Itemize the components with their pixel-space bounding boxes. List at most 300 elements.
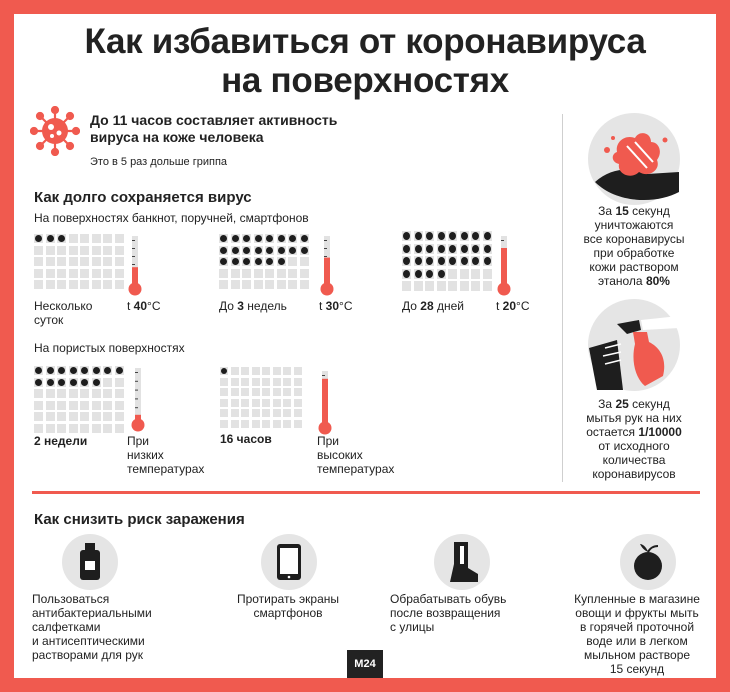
grid-cell — [277, 280, 286, 289]
temperature-prefix: t — [496, 299, 503, 313]
virus-dot — [57, 234, 66, 243]
grid-cell — [288, 269, 297, 278]
intro-sub: Это в 5 раз дольше гриппа — [90, 156, 228, 168]
grid-cell — [294, 409, 302, 417]
thermometer-icon — [130, 366, 146, 432]
grid-cell — [34, 401, 43, 410]
ethanol-text: За 15 секунд уничтожаются все коронавирусы при обработке кожи раствором этанола 80% — [583, 204, 685, 288]
duration-label — [34, 299, 92, 327]
virus-dot — [471, 256, 480, 266]
virus-dot — [265, 257, 274, 266]
temperature-label — [319, 299, 353, 313]
thermometer-icon — [317, 369, 333, 435]
grid-cell — [57, 389, 66, 398]
duration-unit: дней — [433, 299, 464, 313]
grid-cell — [241, 399, 249, 407]
grid-cell — [69, 401, 78, 410]
grid-cell — [46, 269, 55, 278]
grid-cell — [231, 409, 239, 417]
grid-cell — [69, 257, 78, 266]
grid-cell — [483, 269, 492, 279]
virus-dot — [448, 244, 457, 254]
grid-cell — [231, 399, 239, 407]
grid-cell — [252, 399, 260, 407]
virus-dot — [34, 378, 43, 387]
virus-dot — [300, 246, 309, 255]
virus-dot — [414, 269, 423, 279]
duration-label: 16 часов — [220, 432, 272, 446]
grid-cell — [115, 234, 124, 243]
intro-text: До 11 часов составляет активность вируса на коже человека — [90, 112, 338, 145]
grid-cell — [231, 269, 240, 278]
tip-text-3: Обрабатывать обувь после возвращения с улицы — [390, 592, 507, 634]
grid-cell — [262, 367, 270, 375]
grid-cell — [103, 424, 112, 433]
virus-dot — [471, 244, 480, 254]
grid-cell — [115, 401, 124, 410]
grid-cell — [80, 424, 89, 433]
virus-grid-porous-1 — [34, 366, 124, 433]
hand-sanitizing-icon — [587, 112, 681, 206]
smartphone-icon — [261, 534, 317, 590]
grid-cell — [231, 388, 239, 396]
thermometer-tick — [135, 398, 138, 399]
temperature-line: температурах — [127, 462, 205, 476]
thermometer-tick — [324, 248, 327, 249]
grid-cell — [34, 412, 43, 421]
virus-dot — [103, 366, 112, 375]
thermometer-tick — [132, 264, 135, 265]
grid-cell — [252, 388, 260, 396]
horizontal-divider — [32, 491, 700, 494]
thermometer-bulb — [321, 283, 334, 296]
virus-dot — [471, 231, 480, 241]
virus-dot — [437, 244, 446, 254]
virus-dot — [277, 257, 286, 266]
grid-cell — [402, 281, 411, 291]
virus-dot — [437, 256, 446, 266]
grid-cell — [283, 399, 291, 407]
virus-dot — [92, 378, 101, 387]
grid-cell — [283, 409, 291, 417]
virus-dot — [46, 366, 55, 375]
duration-label — [219, 299, 287, 313]
grid-cell — [103, 389, 112, 398]
grid-cell — [471, 269, 480, 279]
virus-dot — [92, 366, 101, 375]
grid-cell — [231, 280, 240, 289]
grid-cell — [34, 424, 43, 433]
virus-dot — [242, 257, 251, 266]
page-title: Как избавиться от коронавируса на поверхностях — [84, 22, 646, 100]
virus-dot — [265, 246, 274, 255]
virus-dot — [402, 256, 411, 266]
grid-cell — [265, 269, 274, 278]
grid-cell — [273, 399, 281, 407]
thermometer-fill — [322, 379, 328, 427]
grid-cell — [34, 257, 43, 266]
grid-cell — [115, 424, 124, 433]
grid-cell — [57, 401, 66, 410]
grid-cell — [46, 389, 55, 398]
grid-cell — [92, 401, 101, 410]
grid-cell — [252, 420, 260, 428]
virus-dot — [277, 234, 286, 243]
grid-cell — [220, 409, 228, 417]
virus-dot — [448, 231, 457, 241]
virus-dot — [57, 366, 66, 375]
virus-dot — [254, 234, 263, 243]
grid-cell — [262, 409, 270, 417]
grid-cell — [288, 257, 297, 266]
grid-cell — [80, 234, 89, 243]
thermometer-fill — [501, 248, 507, 288]
virus-grid-smooth-3 — [402, 231, 492, 291]
grid-cell — [241, 378, 249, 386]
grid-cell — [115, 378, 124, 387]
grid-cell — [103, 246, 112, 255]
grid-cell — [103, 257, 112, 266]
grid-cell — [242, 269, 251, 278]
virus-dot — [80, 366, 89, 375]
grid-cell — [46, 280, 55, 289]
grid-cell — [273, 409, 281, 417]
virus-dot — [231, 234, 240, 243]
grid-cell — [92, 269, 101, 278]
thermometer-bulb — [319, 422, 332, 435]
grid-cell — [46, 246, 55, 255]
grid-cell — [300, 280, 309, 289]
grid-cell — [277, 269, 286, 278]
grid-cell — [252, 378, 260, 386]
virus-dot — [242, 234, 251, 243]
grid-cell — [69, 389, 78, 398]
grid-cell — [57, 412, 66, 421]
virus-dot — [265, 234, 274, 243]
grid-cell — [219, 280, 228, 289]
virus-dot — [448, 256, 457, 266]
grid-cell — [231, 420, 239, 428]
grid-cell — [273, 388, 281, 396]
temperature-line: При — [127, 434, 150, 448]
grid-cell — [80, 401, 89, 410]
grid-cell — [92, 257, 101, 266]
virus-dot — [414, 231, 423, 241]
grid-cell — [294, 388, 302, 396]
grid-cell — [92, 234, 101, 243]
virus-dot — [69, 378, 78, 387]
spray-bottle-icon — [587, 298, 681, 392]
infographic — [14, 14, 716, 678]
thermometer-tick — [132, 248, 135, 249]
grid-cell — [241, 367, 249, 375]
grid-cell — [294, 378, 302, 386]
grid-cell — [57, 269, 66, 278]
temperature-line: низких — [127, 448, 164, 462]
thermometer-tick — [135, 372, 138, 373]
porous-heading: На пористых поверхностях — [34, 341, 185, 355]
virus-grid-porous-2 — [220, 367, 302, 428]
virus-dot — [115, 366, 124, 375]
grid-cell — [231, 367, 239, 375]
virus-dot — [288, 246, 297, 255]
grid-cell — [283, 378, 291, 386]
temperature-value: 20 — [502, 299, 517, 313]
grid-cell — [265, 280, 274, 289]
virus-dot — [219, 246, 228, 255]
thermometer-icon — [496, 234, 512, 296]
grid-cell — [273, 367, 281, 375]
virus-dot — [242, 246, 251, 255]
survival-heading: Как долго сохраняется вирус — [34, 189, 252, 206]
grid-cell — [425, 281, 434, 291]
grid-cell — [231, 378, 239, 386]
virus-dot — [254, 246, 263, 255]
grid-cell — [57, 257, 66, 266]
grid-cell — [46, 401, 55, 410]
grid-cell — [80, 280, 89, 289]
duration-label: 2 недели — [34, 434, 88, 448]
grid-cell — [242, 280, 251, 289]
thermometer-tick — [132, 256, 135, 257]
grid-cell — [103, 280, 112, 289]
grid-cell — [57, 246, 66, 255]
grid-cell — [294, 367, 302, 375]
thermometer-tick — [132, 240, 135, 241]
thermometer-bulb — [129, 283, 142, 296]
grid-cell — [283, 367, 291, 375]
grid-cell — [80, 257, 89, 266]
virus-dot — [219, 234, 228, 243]
virus-dot — [231, 257, 240, 266]
grid-cell — [220, 420, 228, 428]
virus-dot — [300, 234, 309, 243]
grid-cell — [471, 281, 480, 291]
grid-cell — [262, 399, 270, 407]
grid-cell — [69, 269, 78, 278]
washing-text: За 25 секунд мытья рук на них остается 1/10000 от исходного количества коронавирусов — [586, 397, 682, 481]
grid-cell — [219, 269, 228, 278]
grid-cell — [115, 269, 124, 278]
grid-cell — [57, 424, 66, 433]
virus-dot — [425, 269, 434, 279]
grid-cell — [241, 388, 249, 396]
virus-dot — [402, 231, 411, 241]
temperature-unit: °C — [516, 299, 530, 313]
temperature-label — [127, 434, 204, 476]
grid-cell — [262, 388, 270, 396]
grid-cell — [69, 280, 78, 289]
grid-cell — [92, 412, 101, 421]
grid-cell — [34, 269, 43, 278]
grid-cell — [80, 269, 89, 278]
virus-grid-smooth-1 — [34, 234, 124, 289]
duration-unit: недель — [243, 299, 287, 313]
risk-heading: Как снизить риск заражения — [34, 511, 245, 528]
grid-cell — [288, 280, 297, 289]
temperature-prefix: t — [319, 299, 326, 313]
virus-dot — [288, 234, 297, 243]
virus-dot — [414, 244, 423, 254]
virus-dot — [483, 256, 492, 266]
grid-cell — [252, 367, 260, 375]
virus-dot — [34, 234, 43, 243]
grid-cell — [437, 281, 446, 291]
duration-unit: Несколько — [34, 299, 93, 313]
virus-dot — [437, 269, 446, 279]
grid-cell — [69, 234, 78, 243]
grid-cell — [483, 281, 492, 291]
temperature-line: высоких — [317, 448, 363, 462]
boot-icon — [434, 534, 490, 590]
grid-cell — [115, 412, 124, 421]
grid-cell — [300, 257, 309, 266]
grid-cell — [103, 401, 112, 410]
temperature-value: 30 — [325, 299, 340, 313]
grid-cell — [103, 378, 112, 387]
temperature-unit: °C — [147, 299, 161, 313]
grid-cell — [220, 399, 228, 407]
grid-cell — [103, 269, 112, 278]
temperature-prefix: t — [127, 299, 134, 313]
grid-cell — [115, 246, 124, 255]
grid-cell — [300, 269, 309, 278]
grid-cell — [69, 246, 78, 255]
thermometer-bulb — [498, 283, 511, 296]
virus-grid-smooth-2 — [219, 234, 309, 289]
tip-icon-circle-2 — [261, 534, 317, 590]
duration-label — [402, 299, 464, 313]
virus-dot — [254, 257, 263, 266]
virus-dot — [402, 269, 411, 279]
grid-cell — [220, 388, 228, 396]
temperature-label — [127, 299, 161, 313]
virus-dot — [219, 257, 228, 266]
temperature-label — [317, 434, 394, 476]
tip-text-4: Купленные в магазине овощи и фрукты мыть в горячей проточной воде или в легком мыльном растворе 15 секунд — [574, 592, 700, 676]
duration-line2: суток — [34, 313, 64, 327]
virus-dot — [483, 231, 492, 241]
grid-cell — [273, 420, 281, 428]
grid-cell — [294, 399, 302, 407]
tip-icon-circle-4 — [620, 534, 676, 590]
grid-cell — [115, 389, 124, 398]
vertical-divider — [562, 114, 563, 482]
thermometer-tube — [135, 368, 141, 420]
virus-dot — [483, 244, 492, 254]
grid-cell — [69, 412, 78, 421]
duration-value: 28 — [420, 299, 434, 313]
grid-cell — [92, 389, 101, 398]
thermometer-tick — [135, 390, 138, 391]
virus-dot — [425, 256, 434, 266]
thermometer-tick — [135, 381, 138, 382]
thermometer-bulb — [132, 419, 145, 432]
grid-cell — [92, 424, 101, 433]
thermometer-tick — [501, 240, 504, 241]
temperature-line: температурах — [317, 462, 395, 476]
grid-cell — [103, 234, 112, 243]
tip-icon-circle-1 — [62, 534, 118, 590]
grid-cell — [273, 378, 281, 386]
grid-cell — [115, 257, 124, 266]
virus-dot — [425, 244, 434, 254]
tip-text-1: Пользоваться антибактериальными салфетками и антисептическими растворами для рук — [32, 592, 152, 662]
temperature-unit: °C — [339, 299, 353, 313]
grid-cell — [283, 388, 291, 396]
thermometer-tick — [324, 256, 327, 257]
sanitizer-bottle-icon — [62, 534, 118, 590]
grid-cell — [34, 389, 43, 398]
grid-cell — [80, 389, 89, 398]
m24-logo: M24 — [347, 650, 383, 678]
grid-cell — [414, 281, 423, 291]
duration-prefix: До — [402, 299, 421, 313]
grid-cell — [115, 280, 124, 289]
smooth-heading: На поверхностях банкнот, поручней, смартфонов — [34, 211, 309, 225]
grid-cell — [46, 412, 55, 421]
grid-cell — [103, 412, 112, 421]
thermometer-tick — [324, 240, 327, 241]
grid-cell — [80, 412, 89, 421]
grid-cell — [294, 420, 302, 428]
thermometer-icon — [319, 234, 335, 296]
grid-cell — [80, 246, 89, 255]
temperature-line: При — [317, 434, 340, 448]
thermometer-tick — [135, 407, 138, 408]
virus-dot — [460, 256, 469, 266]
grid-cell — [448, 281, 457, 291]
virus-dot — [220, 367, 228, 375]
grid-cell — [460, 281, 469, 291]
virus-dot — [414, 256, 423, 266]
grid-cell — [220, 378, 228, 386]
virus-dot — [277, 246, 286, 255]
grid-cell — [252, 409, 260, 417]
virus-dot — [80, 378, 89, 387]
grid-cell — [254, 280, 263, 289]
fruit-icon — [620, 534, 676, 590]
grid-cell — [262, 378, 270, 386]
virus-dot — [57, 378, 66, 387]
virus-dot — [69, 366, 78, 375]
tip-text-2: Протирать экраны смартфонов — [236, 592, 340, 620]
virus-dot — [402, 244, 411, 254]
virus-dot — [34, 366, 43, 375]
grid-cell — [46, 424, 55, 433]
duration-prefix: До — [219, 299, 238, 313]
grid-cell — [34, 246, 43, 255]
grid-cell — [460, 269, 469, 279]
virus-dot — [437, 231, 446, 241]
virus-dot — [46, 378, 55, 387]
grid-cell — [241, 409, 249, 417]
grid-cell — [92, 246, 101, 255]
virus-icon — [30, 106, 80, 156]
grid-cell — [283, 420, 291, 428]
grid-cell — [262, 420, 270, 428]
temperature-value: 40 — [133, 299, 148, 313]
thermometer-tick — [322, 375, 325, 376]
grid-cell — [69, 424, 78, 433]
temperature-label — [496, 299, 530, 313]
virus-dot — [460, 244, 469, 254]
grid-cell — [46, 257, 55, 266]
thermometer-icon — [127, 234, 143, 296]
tip-icon-circle-3 — [434, 534, 490, 590]
virus-dot — [460, 231, 469, 241]
virus-dot — [425, 231, 434, 241]
